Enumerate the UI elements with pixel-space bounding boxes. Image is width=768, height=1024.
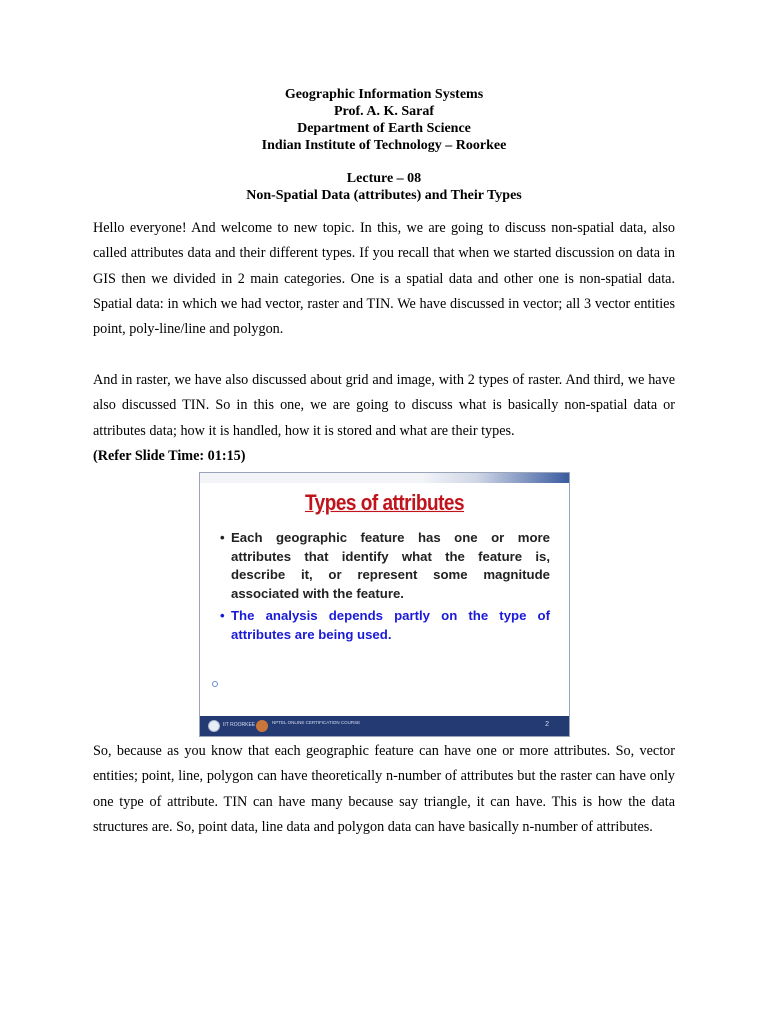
circle-marker-icon — [212, 681, 218, 687]
lecture-number: Lecture – 08 — [346, 171, 422, 186]
nptel-logo-icon — [256, 720, 268, 732]
professor-name: Prof. A. K. Saraf — [333, 104, 435, 119]
paragraph-attributes: So, because as you know that each geographic feature can have one or more attributes. So, vector entities; point, line, polygon can have theoretically n-number of attributes but the raster can have only one type of attribute. TIN can have many because say triangle, it can have. This is how the data structures are. So, point data, line data and polygon data can have basically n-number of attributes. — [93, 743, 675, 835]
paragraph-intro: Hello everyone! And welcome to new topic. In this, we are going to discuss non-spatial data, also called attributes data and their different types. If you recall that when we started discussion on data in GIS then we divided in 2 main categories. One is a spatial data and other one is non-spatial data. Spatial data: in which we had vector, raster and TIN. We have discussed in vector; all 3 vector entities point, poly-line/line and polygon. — [93, 220, 675, 338]
iit-roorkee-logo-icon — [208, 720, 220, 732]
paragraph-raster: And in raster, we have also discussed about grid and image, with 2 types of raster. And third, we have also discussed TIN. So in this one, we are going to discuss what is basically non-spatial data or attributes data; how it is handled, how it is stored and what are their types. — [93, 372, 675, 439]
institute-name: Indian Institute of Technology – Roorkee — [261, 138, 507, 153]
slide-bullet-text: The analysis depends partly on the type of attributes are being used. — [231, 608, 550, 642]
slide-bullet — [220, 607, 550, 644]
slide-bullet — [220, 529, 550, 603]
bullet-dot-icon: • — [220, 530, 225, 545]
course-title: Geographic Information Systems — [284, 87, 484, 102]
refer-slide-time: (Refer Slide Time: 01:15) — [93, 448, 246, 464]
footer-logo1-text: IIT ROORKEE — [223, 722, 256, 728]
lecture-title: Non-Spatial Data (attributes) and Their Types — [246, 188, 522, 203]
slide-bullet-list — [220, 529, 550, 648]
bullet-dot-icon: • — [220, 608, 225, 623]
lecture-heading — [0, 170, 768, 204]
document-header — [0, 86, 768, 154]
department-name: Department of Earth Science — [297, 121, 471, 136]
slide-top-bar — [200, 473, 569, 483]
slide-page-number: 2 — [545, 721, 549, 728]
slide-title: Types of attributes — [304, 491, 465, 516]
slide-bullet-text: Each geographic feature has one or more attributes that identify what the feature is, describe it, or represent some magnitude associated with the feature. — [231, 530, 550, 601]
slide-footer — [200, 716, 569, 736]
footer-logo2-text: NPTEL ONLINE CERTIFICATION COURSE — [272, 720, 361, 725]
lecture-slide — [199, 472, 570, 737]
